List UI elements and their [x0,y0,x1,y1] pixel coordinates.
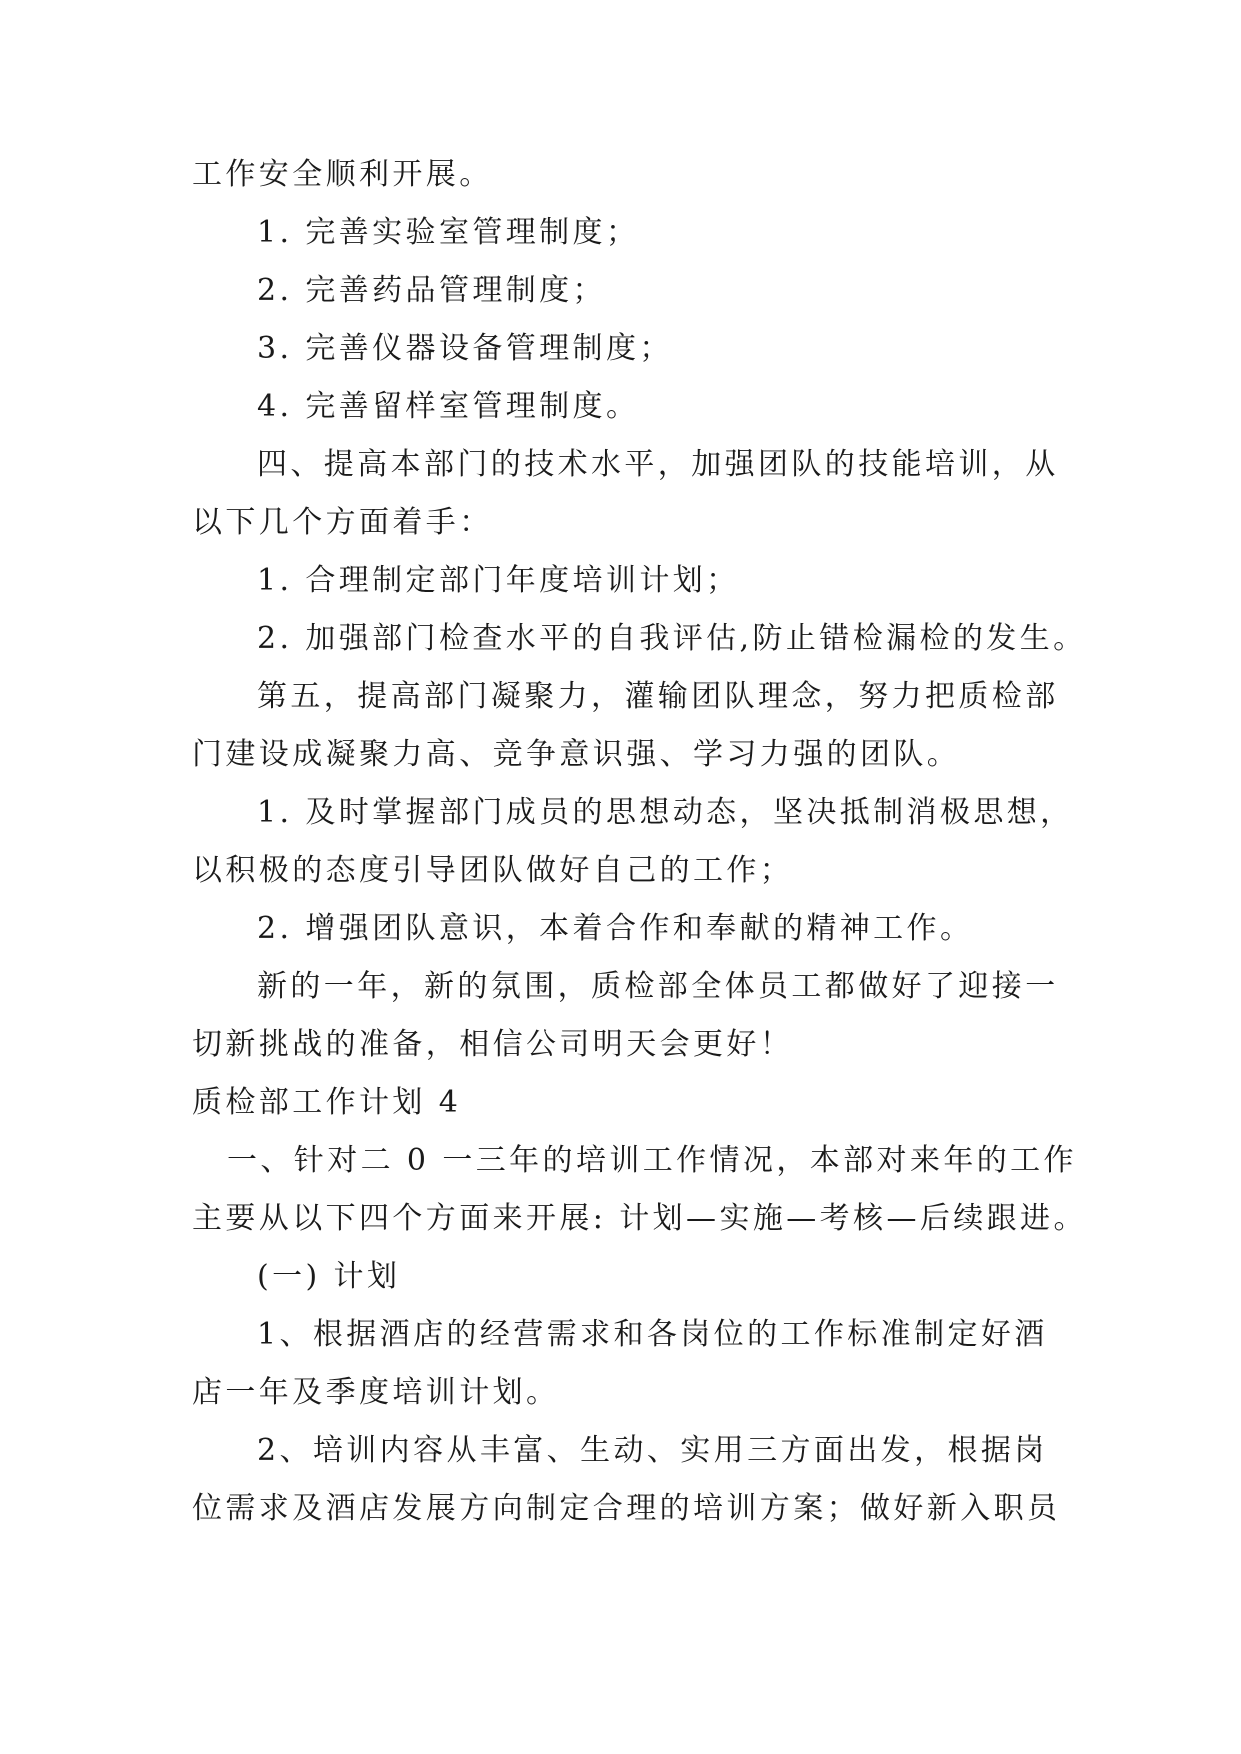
paragraph-line: 主要从以下四个方面来开展: 计划—实施—考核—后续跟进。 [192,1201,1087,1236]
paragraph-line: 新的一年，新的氛围，质检部全体员工都做好了迎接一 [257,969,1059,1004]
paragraph-line: 以下几个方面着手： [192,505,493,540]
paragraph-line: 位需求及酒店发展方向制定合理的培训方案；做好新入职员 [192,1491,1061,1526]
list-item: 4. 完善留样室管理制度。 [257,389,640,424]
paragraph-line: 以积极的态度引导团队做好自己的工作； [192,853,794,888]
paragraph-line: 切新挑战的准备，相信公司明天会更好！ [192,1027,794,1062]
section-heading-line: 四、提高本部门的技术水平，加强团队的技能培训，从 [257,447,1059,482]
paragraph-line: 店一年及季度培训计划。 [192,1375,560,1410]
list-item: 2、培训内容从丰富、生动、实用三方面出发，根据岗 [257,1433,1048,1468]
section-heading-line: 一、针对二 0 一三年的培训工作情况，本部对来年的工作 [227,1143,1077,1178]
list-item: 1、根据酒店的经营需求和各岗位的工作标准制定好酒 [257,1317,1048,1352]
paragraph-line: 门建设成凝聚力高、竞争意识强、学习力强的团队。 [192,737,961,772]
list-item: 2. 加强部门检查水平的自我评估,防止错检漏检的发生。 [257,621,1087,656]
list-item: 3. 完善仪器设备管理制度； [257,331,673,366]
list-item: 2. 增强团队意识，本着合作和奉献的精神工作。 [257,911,974,946]
list-item: 1. 完善实验室管理制度； [257,215,640,250]
paragraph-line: 工作安全顺利开展。 [192,157,493,192]
document-title: 质检部工作计划 4 [192,1085,462,1120]
list-item: 1. 及时掌握部门成员的思想动态，坚决抵制消极思想， [257,795,1074,830]
list-item: 1. 合理制定部门年度培训计划； [257,563,740,598]
section-heading-line: 第五，提高部门凝聚力，灌输团队理念，努力把质检部 [257,679,1059,714]
subsection-heading: (一) 计划 [257,1259,401,1294]
list-item: 2. 完善药品管理制度； [257,273,606,308]
